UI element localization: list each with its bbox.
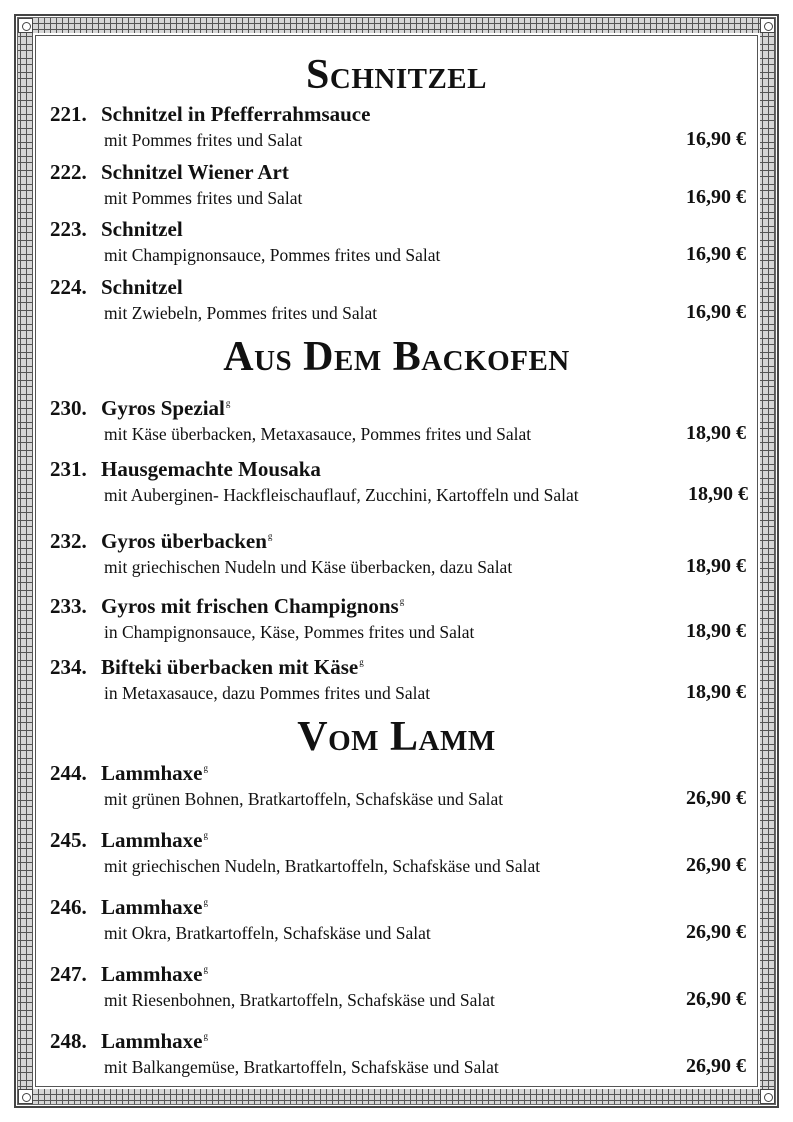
section-title-aus-dem-backofen: Aus Dem Backofen: [223, 334, 570, 380]
item-description: mit Okra, Bratkartoffeln, Schafskäse und Salat: [104, 923, 431, 943]
item-name: Gyros mit frischen Champignons: [101, 594, 399, 618]
item-name-line: [50, 756, 750, 785]
item-footnote-mark: g: [399, 596, 405, 606]
item-name-line: [50, 1024, 750, 1053]
item-description: mit Pommes frites und Salat: [104, 130, 303, 150]
item-footnote-mark: g: [203, 763, 208, 773]
menu-item: [50, 756, 750, 810]
item-name-line: [50, 275, 750, 299]
section-title-schnitzel: Schnitzel: [306, 52, 487, 98]
item-name-line: [50, 217, 750, 241]
item-name-line: [50, 102, 750, 126]
item-price: 18,90 €: [686, 620, 746, 642]
menu-item: [50, 457, 750, 506]
item-description: mit Pommes frites und Salat: [104, 188, 303, 208]
item-price: 18,90 €: [688, 483, 748, 505]
item-number: 223.: [50, 217, 87, 241]
menu-item: [50, 957, 750, 1011]
item-footnote-mark: g: [203, 830, 208, 840]
item-footnote-mark: g: [203, 1031, 208, 1041]
section-title-vom-lamm: Vom Lamm: [297, 714, 496, 760]
item-description: in Metaxasauce, dazu Pommes frites und Salat: [104, 683, 431, 703]
item-description: mit grünen Bohnen, Bratkartoffeln, Schafskäse und Salat: [104, 789, 504, 809]
item-name: Hausgemachte Mousaka: [101, 457, 321, 481]
item-number: 247.: [50, 962, 87, 986]
item-footnote-mark: g: [225, 398, 231, 408]
item-price: 26,90 €: [686, 1055, 746, 1077]
item-name: Bifteki überbacken mit Käse: [101, 655, 359, 679]
item-description: mit griechischen Nudeln und Käse überbacken, dazu Salat: [104, 557, 513, 577]
menu-item: [50, 391, 750, 445]
item-number: 244.: [50, 761, 87, 785]
item-name-line: [50, 391, 750, 420]
item-description: mit Zwiebeln, Pommes frites und Salat: [104, 303, 378, 323]
item-number: 233.: [50, 594, 87, 618]
menu-item: [50, 275, 750, 324]
item-number: 222.: [50, 160, 87, 184]
item-description: mit Auberginen- Hackfleischauflauf, Zucchini, Kartoffeln und Salat: [104, 485, 579, 505]
item-price: 16,90 €: [686, 243, 746, 265]
item-name-line: [50, 524, 750, 553]
item-description: mit Käse überbacken, Metaxasauce, Pommes frites und Salat: [104, 424, 532, 444]
item-price: 26,90 €: [686, 854, 746, 876]
item-name: Schnitzel: [101, 217, 183, 241]
item-number: 221.: [50, 102, 87, 126]
item-price: 16,90 €: [686, 186, 746, 208]
menu-item: [50, 160, 750, 209]
item-number: 232.: [50, 529, 87, 553]
item-name: Lammhaxe: [101, 895, 203, 919]
item-footnote-mark: g: [203, 897, 208, 907]
menu-item: [50, 102, 750, 151]
item-name-line: [50, 589, 750, 618]
item-name: Lammhaxe: [101, 962, 203, 986]
item-number: 246.: [50, 895, 87, 919]
menu-item: [50, 524, 750, 578]
item-name: Schnitzel in Pfefferrahmsauce: [101, 102, 371, 126]
menu-item: [50, 589, 750, 643]
item-number: 230.: [50, 396, 87, 420]
item-price: 26,90 €: [686, 787, 746, 809]
item-name: Lammhaxe: [101, 828, 203, 852]
item-description: mit Champignonsauce, Pommes frites und Salat: [104, 245, 441, 265]
menu-item: [50, 890, 750, 944]
item-price: 18,90 €: [686, 422, 746, 444]
item-name: Gyros überbacken: [101, 529, 267, 553]
menu-item: [50, 217, 750, 266]
item-price: 18,90 €: [686, 555, 746, 577]
item-description: in Champignonsauce, Käse, Pommes frites und Salat: [104, 622, 475, 642]
menu-item: [50, 650, 750, 704]
item-number: 248.: [50, 1029, 87, 1053]
item-name: Gyros Spezial: [101, 396, 225, 420]
menu-item: [50, 1024, 750, 1078]
item-name-line: [50, 160, 750, 184]
item-name: Lammhaxe: [101, 761, 203, 785]
item-name-line: [50, 457, 750, 481]
item-price: 16,90 €: [686, 301, 746, 323]
item-price: 18,90 €: [686, 681, 746, 703]
item-name-line: [50, 957, 750, 986]
item-description: mit Riesenbohnen, Bratkartoffeln, Schafskäse und Salat: [104, 990, 495, 1010]
item-number: 231.: [50, 457, 87, 481]
item-name: Lammhaxe: [101, 1029, 203, 1053]
item-number: 234.: [50, 655, 87, 679]
item-description: mit Balkangemüse, Bratkartoffeln, Schafskäse und Salat: [104, 1057, 499, 1077]
item-footnote-mark: g: [267, 531, 273, 541]
menu-item: [50, 823, 750, 877]
item-price: 26,90 €: [686, 988, 746, 1010]
item-number: 224.: [50, 275, 87, 299]
item-name-line: [50, 823, 750, 852]
item-footnote-mark: g: [203, 964, 208, 974]
item-description: mit griechischen Nudeln, Bratkartoffeln, Schafskäse und Salat: [104, 856, 541, 876]
item-price: 16,90 €: [686, 128, 746, 150]
item-footnote-mark: g: [359, 657, 364, 667]
item-name-line: [50, 890, 750, 919]
item-name: Schnitzel Wiener Art: [101, 160, 289, 184]
item-name-line: [50, 650, 750, 679]
item-price: 26,90 €: [686, 921, 746, 943]
item-number: 245.: [50, 828, 87, 852]
item-name: Schnitzel: [101, 275, 183, 299]
